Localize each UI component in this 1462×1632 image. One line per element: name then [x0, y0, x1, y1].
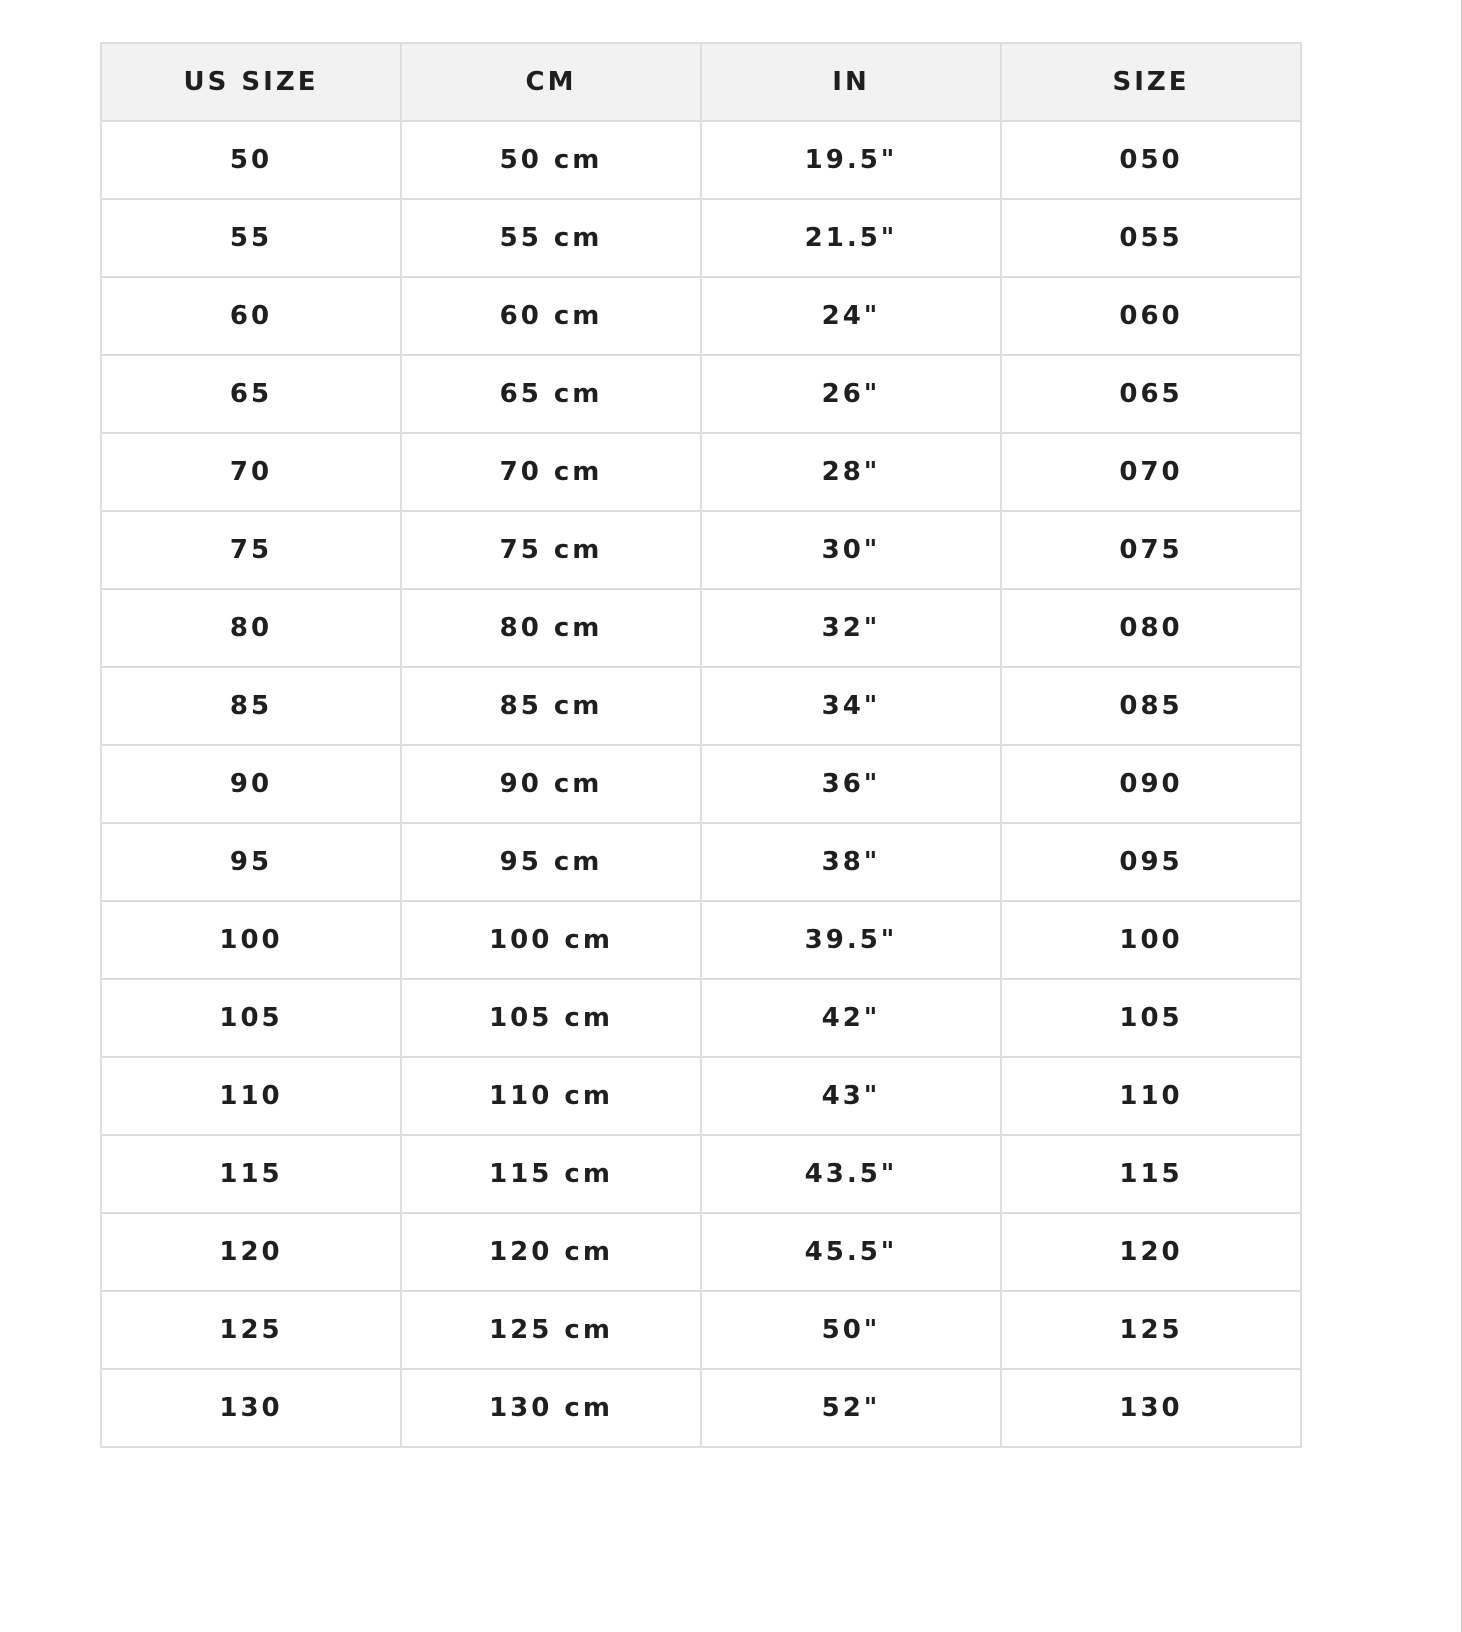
cm-cell: 85 cm: [401, 667, 701, 745]
cm-cell: 65 cm: [401, 355, 701, 433]
table-row: [101, 1369, 1301, 1447]
in-cell: 30": [701, 511, 1001, 589]
us-size-cell: 110: [101, 1057, 401, 1135]
table-row: [101, 433, 1301, 511]
header-row: [101, 43, 1301, 121]
us-size-cell: 115: [101, 1135, 401, 1213]
us-size-cell: 60: [101, 277, 401, 355]
cm-cell: 50 cm: [401, 121, 701, 199]
us-size-cell: 120: [101, 1213, 401, 1291]
in-cell: 39.5": [701, 901, 1001, 979]
size-cell: 060: [1001, 277, 1301, 355]
table-row: [101, 667, 1301, 745]
in-cell: 45.5": [701, 1213, 1001, 1291]
size-cell: 065: [1001, 355, 1301, 433]
size-cell: 090: [1001, 745, 1301, 823]
cm-cell: 100 cm: [401, 901, 701, 979]
cm-cell: 55 cm: [401, 199, 701, 277]
us-size-cell: 100: [101, 901, 401, 979]
table-row: [101, 121, 1301, 199]
cm-cell: 70 cm: [401, 433, 701, 511]
size-cell: 120: [1001, 1213, 1301, 1291]
in-cell: 38": [701, 823, 1001, 901]
size-cell: 095: [1001, 823, 1301, 901]
us-size-cell: 95: [101, 823, 401, 901]
header-size: SIZE: [1001, 43, 1301, 121]
size-cell: 100: [1001, 901, 1301, 979]
table-row: [101, 1057, 1301, 1135]
cm-cell: 95 cm: [401, 823, 701, 901]
in-cell: 26": [701, 355, 1001, 433]
size-cell: 055: [1001, 199, 1301, 277]
size-cell: 110: [1001, 1057, 1301, 1135]
table-row: [101, 1213, 1301, 1291]
in-cell: 36": [701, 745, 1001, 823]
table-row: [101, 1135, 1301, 1213]
size-cell: 125: [1001, 1291, 1301, 1369]
cm-cell: 120 cm: [401, 1213, 701, 1291]
us-size-cell: 75: [101, 511, 401, 589]
table-row: [101, 1291, 1301, 1369]
us-size-cell: 50: [101, 121, 401, 199]
in-cell: 32": [701, 589, 1001, 667]
table-row: [101, 355, 1301, 433]
table-row: [101, 823, 1301, 901]
in-cell: 43": [701, 1057, 1001, 1135]
size-cell: 075: [1001, 511, 1301, 589]
us-size-cell: 90: [101, 745, 401, 823]
size-chart-body: [101, 121, 1301, 1447]
size-cell: 080: [1001, 589, 1301, 667]
header-in: IN: [701, 43, 1001, 121]
us-size-cell: 125: [101, 1291, 401, 1369]
table-row: [101, 589, 1301, 667]
us-size-cell: 130: [101, 1369, 401, 1447]
in-cell: 43.5": [701, 1135, 1001, 1213]
header-us-size: US SIZE: [101, 43, 401, 121]
size-cell: 050: [1001, 121, 1301, 199]
table-row: [101, 511, 1301, 589]
table-row: [101, 901, 1301, 979]
table-row: [101, 745, 1301, 823]
size-cell: 105: [1001, 979, 1301, 1057]
cm-cell: 105 cm: [401, 979, 701, 1057]
in-cell: 50": [701, 1291, 1001, 1369]
size-cell: 085: [1001, 667, 1301, 745]
us-size-cell: 65: [101, 355, 401, 433]
size-chart-header: [101, 43, 1301, 121]
cm-cell: 115 cm: [401, 1135, 701, 1213]
cm-cell: 130 cm: [401, 1369, 701, 1447]
in-cell: 42": [701, 979, 1001, 1057]
us-size-cell: 105: [101, 979, 401, 1057]
in-cell: 52": [701, 1369, 1001, 1447]
size-cell: 115: [1001, 1135, 1301, 1213]
in-cell: 24": [701, 277, 1001, 355]
us-size-cell: 80: [101, 589, 401, 667]
in-cell: 34": [701, 667, 1001, 745]
table-row: [101, 277, 1301, 355]
table-row: [101, 979, 1301, 1057]
size-chart-table: [100, 42, 1302, 1448]
in-cell: 21.5": [701, 199, 1001, 277]
cm-cell: 110 cm: [401, 1057, 701, 1135]
in-cell: 28": [701, 433, 1001, 511]
cm-cell: 75 cm: [401, 511, 701, 589]
cm-cell: 90 cm: [401, 745, 701, 823]
cm-cell: 80 cm: [401, 589, 701, 667]
us-size-cell: 70: [101, 433, 401, 511]
us-size-cell: 55: [101, 199, 401, 277]
table-row: [101, 199, 1301, 277]
us-size-cell: 85: [101, 667, 401, 745]
size-cell: 070: [1001, 433, 1301, 511]
cm-cell: 125 cm: [401, 1291, 701, 1369]
size-cell: 130: [1001, 1369, 1301, 1447]
cm-cell: 60 cm: [401, 277, 701, 355]
in-cell: 19.5": [701, 121, 1001, 199]
header-cm: CM: [401, 43, 701, 121]
